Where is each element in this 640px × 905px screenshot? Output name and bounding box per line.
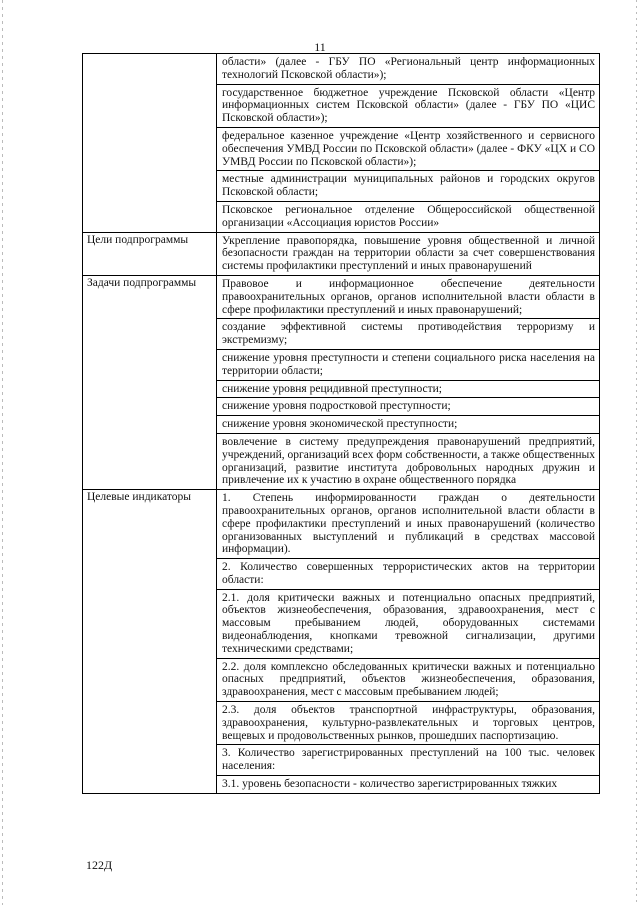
indicator-item: 3.1. уровень безопасности - количество зарегистрированных тяжких [217,775,599,793]
indicator-item: 2.1. доля критически важных и потенциально опасных предприятий, объектов жизнеобеспечения, образования, здравоохранения, мест с массовым пребыванием людей, оборудованных системами видеонаблюдения, кнопками тревожной сигнализации, другими техническими средствами; [217,589,599,658]
task-item: снижение уровня экономической преступности; [217,415,599,433]
row-content [217,54,600,233]
indicator-item: 1. Степень информированности граждан о деятельности правоохранительных органов, органов исполнительной власти области в сфере профилактики преступлений и иных правонарушений (количество организованных выступлений и публикаций в средствах массовой информации). [222,492,595,556]
task-item: снижение уровня преступности и степени социального риска населения на территории области; [217,349,599,380]
task-item: создание эффективной системы противодействия терроризму и экстремизму; [217,318,599,349]
document-code: 122Д [86,858,113,872]
row-label [83,54,217,233]
table-row-indicators [83,490,600,794]
row-content [217,275,600,489]
executor-item: государственное бюджетное учреждение Псковской области «Центр информационных систем Псковской области» (далее - ГБУ ПО «ЦИС Псковской области»); [217,84,599,127]
table-row-executors [83,54,600,233]
subprogram-passport-table [82,53,600,794]
indicator-item: 2. Количество совершенных террористических актов на территории области: [217,558,599,589]
executor-item: местные администрации муниципальных районов и городских округов Псковской области; [217,170,599,201]
indicator-item: 2.3. доля объектов транспортной инфраструктуры, образования, здравоохранения, культурно-развлекательных и торговых центров, вещевых и продовольственных рынков, прошедших паспортизацию. [217,701,599,744]
table-row-tasks [83,275,600,489]
table-row-goals [83,232,600,275]
task-item: вовлечение в систему предупреждения правонарушений предприятий, учреждений, организаций всех форм собственности, а также общественных организаций, развитие института добровольных народных дружин и привлечение их к участию в охране общественного порядка [217,433,599,489]
executor-item: области» (далее - ГБУ ПО «Региональный центр информационных технологий Псковской области»); [222,56,595,81]
row-label: Задачи подпрограммы [83,275,217,489]
row-content [217,490,600,794]
row-label: Целевые индикаторы [83,490,217,794]
goal-item: Укрепление правопорядка, повышение уровня общественной и личной безопасности граждан на территории области за счет совершенствования системы профилактики преступлений и иных правонарушений [222,234,595,273]
page-number: 11 [314,40,326,54]
indicator-item: 2.2. доля комплексно обследованных критически важных и потенциально опасных предприятий, объектов жизнеобеспечения, образования, здравоохранения, мест с массовым пребыванием людей; [217,658,599,701]
row-label: Цели подпрограммы [83,232,217,275]
scan-edge-left [2,0,3,905]
executor-item: Псковское региональное отделение Общероссийской общественной организации «Ассоциация юристов России» [217,201,599,232]
task-item: Правовое и информационное обеспечение деятельности правоохранительных органов, органов исполнительной власти области в сфере профилактики преступлений и иных правонарушений; [222,277,595,316]
row-content [217,232,600,275]
indicator-item: 3. Количество зарегистрированных преступлений на 100 тыс. человек населения: [217,744,599,775]
task-item: снижение уровня подростковой преступности; [217,397,599,415]
task-item: снижение уровня рецидивной преступности; [217,380,599,398]
executor-item: федеральное казенное учреждение «Центр хозяйственного и сервисного обеспечения УМВД России по Псковской области» (далее - ФКУ «ЦХ и СО УМВД России по Псковской области»); [217,127,599,170]
scan-edge-right [636,0,637,905]
